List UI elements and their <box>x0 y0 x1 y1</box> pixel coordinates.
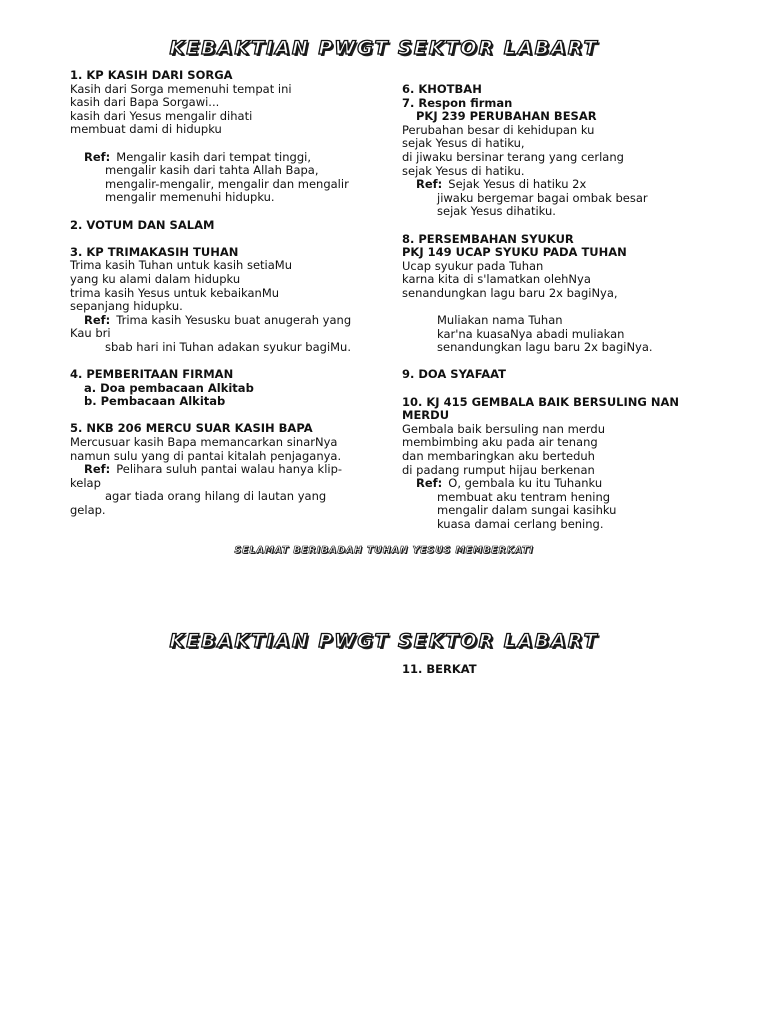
refrain-line <box>70 151 370 165</box>
lyric-line: di padang rumput hijau berkenan <box>402 462 595 477</box>
lyric-line: membuat dami di hidupku <box>70 122 222 137</box>
lyric-line: Muliakan nama Tuhan <box>437 313 563 328</box>
lyric-line: kasih dari Yesus mengalir dihati <box>70 108 253 123</box>
refrain-label: Ref: <box>84 462 111 477</box>
lyric-line: namun sulu yang di pantai kitalah penjaganya. <box>70 448 342 463</box>
lyric-line: karna kita di s'lamatkan olehNya <box>402 272 591 287</box>
sub-item: a. Doa pembacaan Alkitab <box>84 380 254 395</box>
refrain-line: mengalir memenuhi hidupku. <box>105 190 275 205</box>
lyric-line: Kasih dari Sorga memenuhi tempat ini <box>70 81 292 96</box>
refrain-line <box>70 463 370 477</box>
section-heading: MERDU <box>402 408 450 423</box>
page-title: KEBAKTIAN PWGT SEKTOR LABART <box>169 37 599 59</box>
refrain-text: Sejak Yesus di hatiku 2x <box>448 177 587 192</box>
refrain-line: kuasa damai cerlang bening. <box>437 517 604 531</box>
refrain-line: mengalir dalam sungai kasihku <box>437 503 617 518</box>
section-heading: 5. NKB 206 MERCU SUAR KASIH BAPA <box>70 421 313 436</box>
refrain-line: mengalir kasih dari tahta Allah Bapa, <box>105 163 319 178</box>
refrain-line <box>402 178 702 192</box>
lyric-line: Gembala baik bersuling nan merdu <box>402 421 605 436</box>
lyric-line: yang ku alami dalam hidupku <box>70 271 241 286</box>
refrain-text: Mengalir kasih dari tempat tinggi, <box>116 149 311 164</box>
section-heading: 7. Respon firman <box>402 95 513 110</box>
refrain-line <box>70 314 370 328</box>
refrain-line: kelap <box>70 475 101 490</box>
section-heading: 2. VOTUM DAN SALAM <box>70 217 215 232</box>
lyric-line: di jiwaku bersinar terang yang cerlang <box>402 149 624 164</box>
refrain-text: Pelihara suluh pantai walau hanya klip- <box>116 462 343 477</box>
right-column-page-2 <box>402 663 702 677</box>
refrain-line <box>402 477 702 491</box>
refrain-label: Ref: <box>416 177 443 192</box>
section-heading: 6. KHOTBAH <box>402 82 482 96</box>
sub-item: b. Pembacaan Alkitab <box>84 394 226 409</box>
refrain-line: Kau bri <box>70 326 111 341</box>
page-title: KEBAKTIAN PWGT SEKTOR LABART <box>169 630 599 652</box>
section-heading: 8. PERSEMBAHAN SYUKUR <box>402 231 574 246</box>
song-title: PKJ 239 PERUBAHAN BESAR <box>416 109 597 124</box>
lyric-line: sepanjang hidupku. <box>70 299 183 314</box>
lyric-line: dan membaringkan aku berteduh <box>402 449 595 464</box>
lyric-line: sejak Yesus di hatiku. <box>402 163 525 178</box>
lyric-line: sejak Yesus di hatiku, <box>402 136 525 151</box>
section-heading: 4. PEMBERITAAN FIRMAN <box>70 367 234 382</box>
lyric-line: Ucap syukur pada Tuhan <box>402 258 544 273</box>
lyric-line: membimbing aku pada air tenang <box>402 435 598 450</box>
lyric-line: trima kasih Yesus untuk kebaikanMu <box>70 285 280 300</box>
lyric-line: senandungkan lagu baru 2x bagiNya, <box>402 285 618 300</box>
left-column <box>70 69 370 518</box>
refrain-label: Ref: <box>416 476 443 491</box>
lyric-line: kar'na kuasaNya abadi muliakan <box>437 326 625 341</box>
refrain-line: mengalir-mengalir, mengalir dan mengalir <box>105 176 349 191</box>
section-heading: 11. BERKAT <box>402 662 477 676</box>
lyric-line: Mercusuar kasih Bapa memancarkan sinarNya <box>70 435 338 450</box>
lyric-line: kasih dari Bapa Sorgawi... <box>70 95 220 110</box>
section-heading: 1. KP KASIH DARI SORGA <box>70 68 233 82</box>
song-title: PKJ 149 UCAP SYUKU PADA TUHAN <box>402 245 627 260</box>
section-heading: 9. DOA SYAFAAT <box>402 367 506 382</box>
lyric-line: senandungkan lagu baru 2x bagiNya. <box>437 340 653 355</box>
refrain-label: Ref: <box>84 312 111 327</box>
refrain-line: agar tiada orang hilang di lautan yang <box>105 489 327 504</box>
refrain-line: sbab hari ini Tuhan adakan syukur bagiMu. <box>105 339 352 354</box>
section-heading: 10. KJ 415 GEMBALA BAIK BERSULING NAN <box>402 394 679 409</box>
refrain-text: O, gembala ku itu Tuhanku <box>448 476 603 491</box>
refrain-text: Trima kasih Yesusku buat anugerah yang <box>116 312 352 327</box>
lyric-line: Trima kasih Tuhan untuk kasih setiaMu <box>70 258 292 273</box>
section-heading: 3. KP TRIMAKASIH TUHAN <box>70 244 239 259</box>
refrain-line: gelap. <box>70 503 106 517</box>
refrain-label: Ref: <box>84 149 111 164</box>
refrain-line: jiwaku bergemar bagai ombak besar <box>437 190 648 205</box>
closing-blessing: SELAMAT BERIBADAH TUHAN YESUS MEMBERKATI <box>234 545 534 556</box>
lyric-line: Perubahan besar di kehidupan ku <box>402 122 595 137</box>
refrain-line: membuat aku tentram hening <box>437 489 611 504</box>
right-column <box>402 83 702 532</box>
refrain-line: sejak Yesus dihatiku. <box>437 204 556 219</box>
